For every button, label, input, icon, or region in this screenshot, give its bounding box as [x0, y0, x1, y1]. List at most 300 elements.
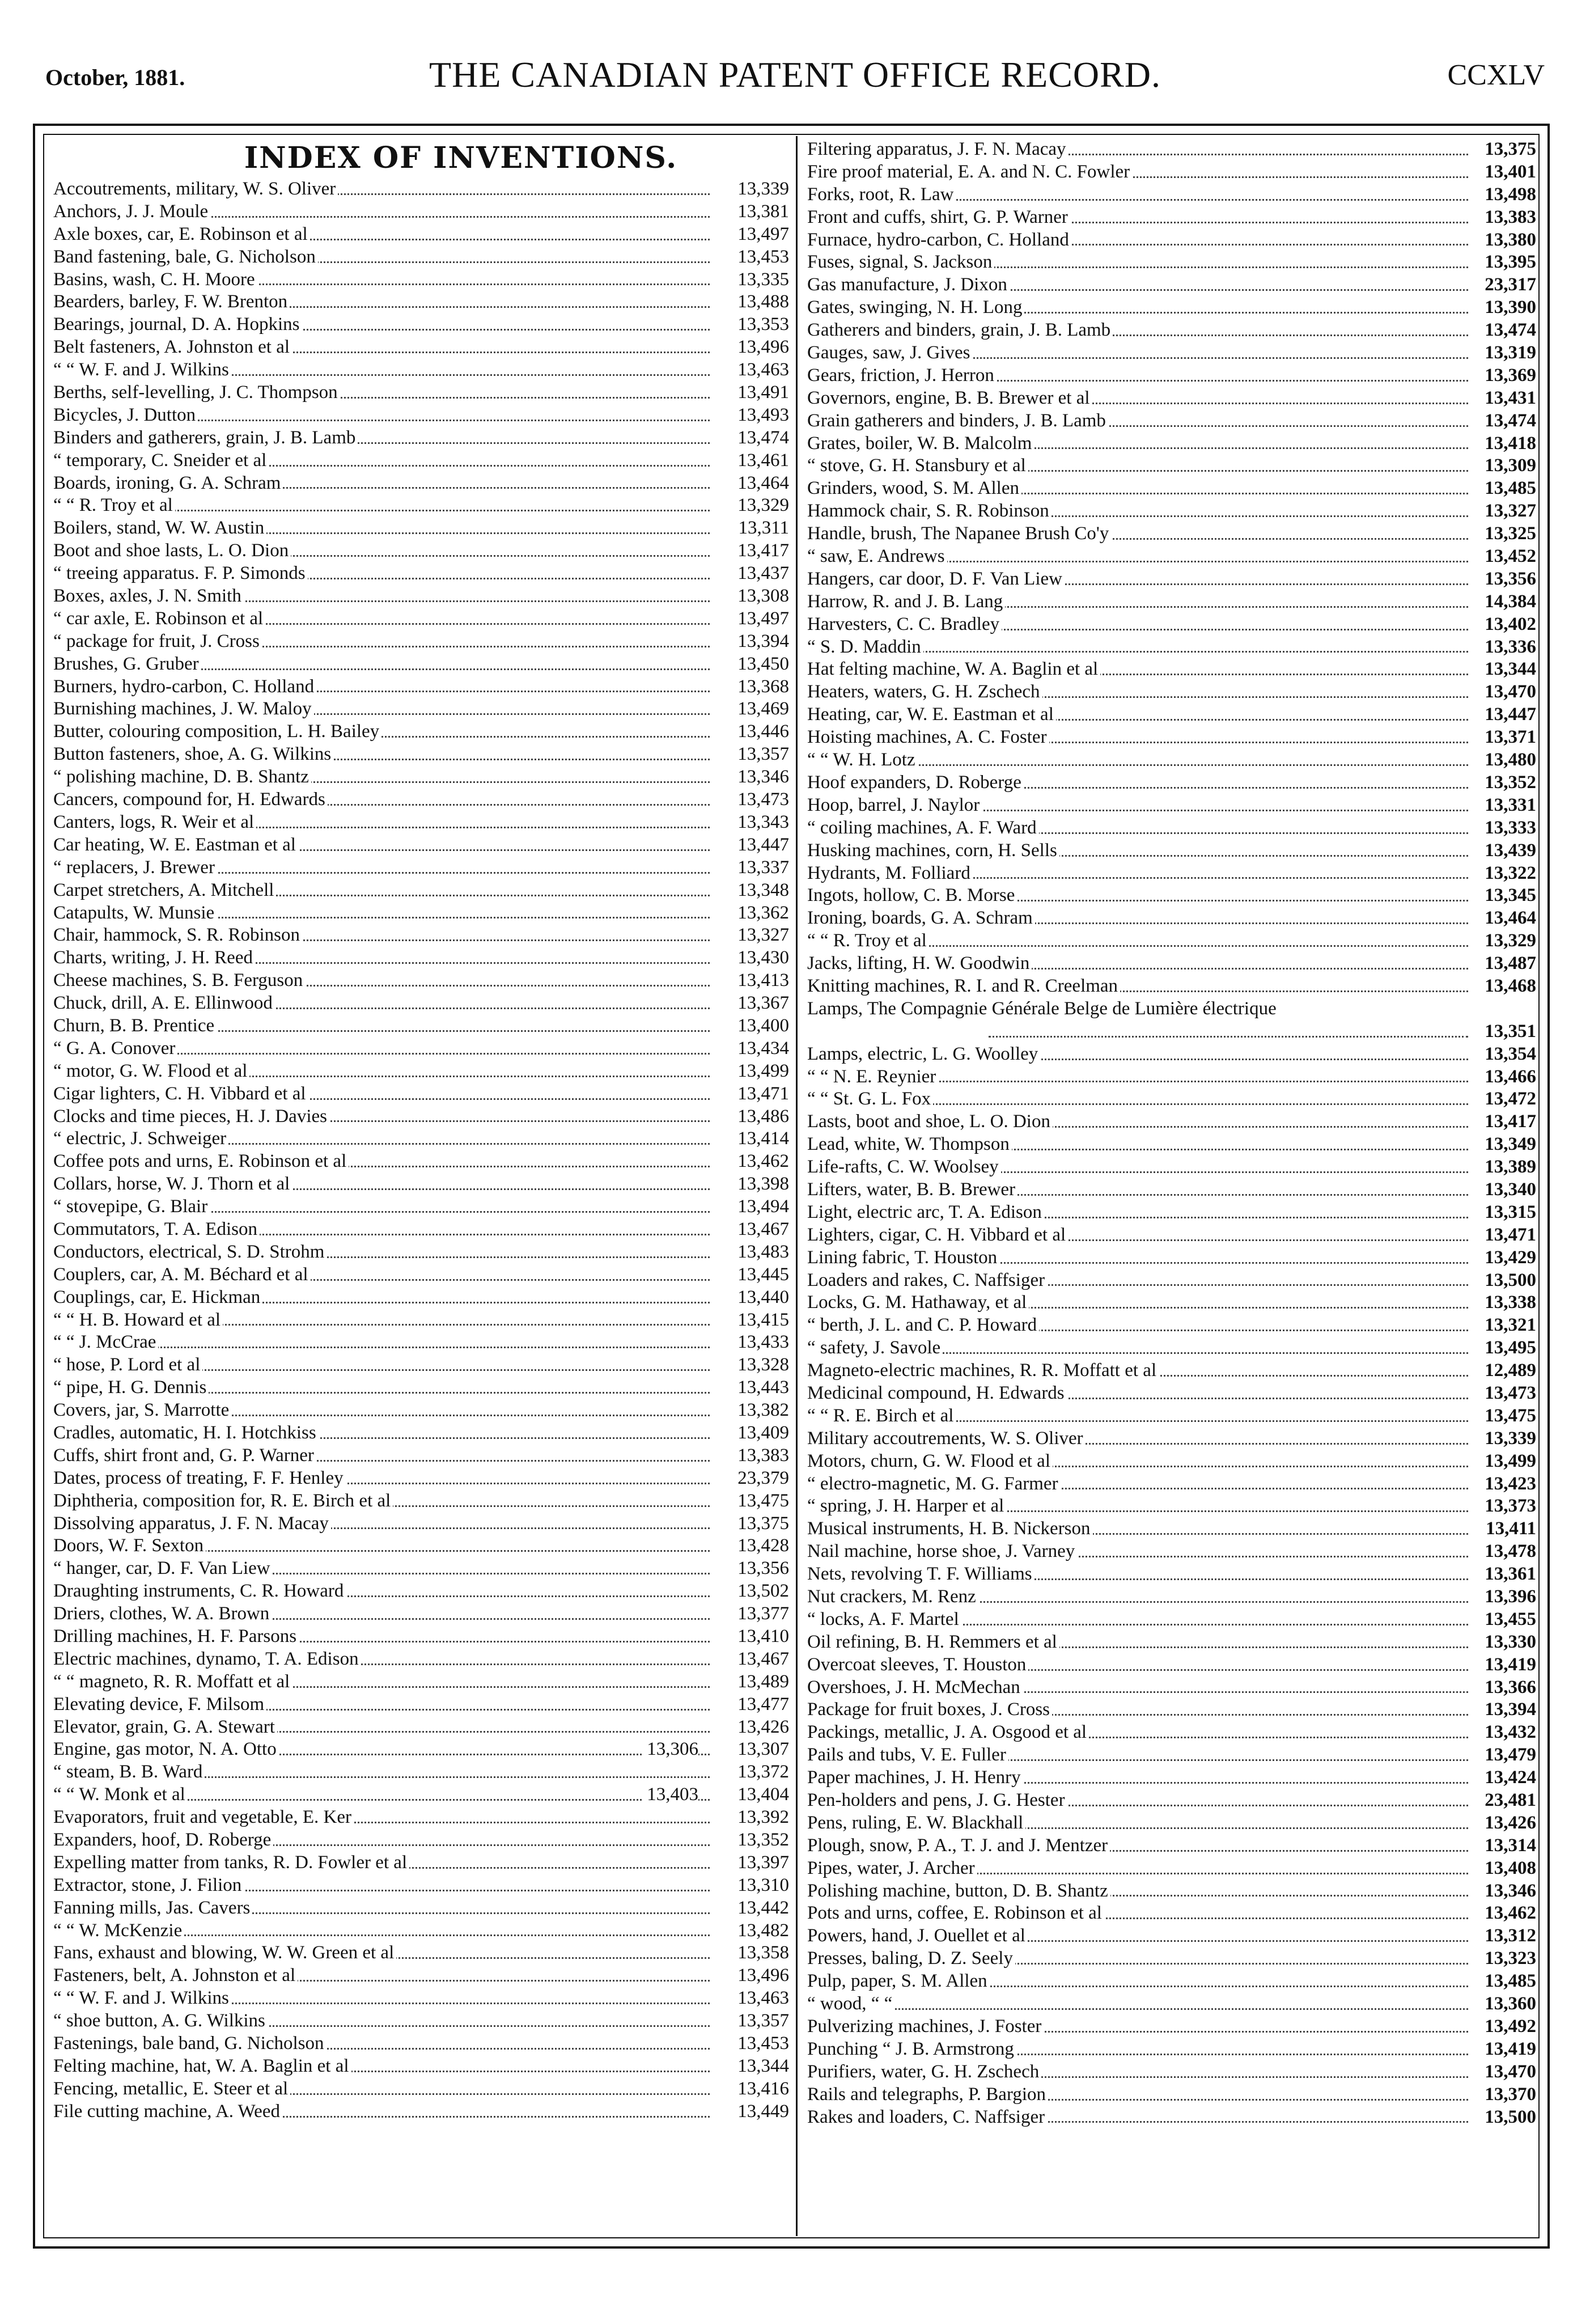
entry-patent-number: 13,411	[1469, 1518, 1536, 1540]
entry-name: Extractor, stone, J. Filion	[53, 1874, 244, 1897]
entry-patent-number: 13,419	[1469, 1654, 1536, 1677]
entry-patent-number: 13,478	[1469, 1540, 1536, 1563]
entry-patent-number: 13,331	[1469, 794, 1536, 817]
index-entry	[53, 2033, 789, 2055]
entry-name: Ingots, hollow, C. B. Morse	[807, 884, 1017, 907]
index-entry	[807, 365, 1536, 387]
entry-patent-number: 13,344	[1469, 658, 1536, 681]
index-entry	[807, 1654, 1536, 1677]
entry-name: Butter, colouring composition, L. H. Bailey	[53, 721, 381, 743]
entry-name: Lamps, The Compagnie Générale Belge de Lumière électrique	[807, 998, 1444, 1021]
entry-name: Life-rafts, C. W. Woolsey	[807, 1156, 1001, 1179]
index-entry	[807, 1088, 1536, 1111]
index-entry	[807, 1382, 1536, 1405]
index-entry	[53, 1309, 789, 1332]
entry-patent-number: 13,337	[711, 857, 789, 879]
entry-name: Nut crackers, M. Renz	[807, 1586, 978, 1608]
entry-name: Diphtheria, composition for, R. E. Birch et al	[53, 1490, 393, 1513]
entry-patent-number: 13,499	[711, 1060, 789, 1083]
index-entry	[53, 562, 789, 585]
index-entry	[807, 726, 1536, 749]
entry-name: Band fastening, bale, G. Nicholson	[53, 246, 318, 269]
index-entry	[53, 1897, 789, 1920]
entry-name: Light, electric arc, T. A. Edison	[807, 1201, 1044, 1224]
index-entry	[53, 676, 789, 699]
entry-name: Presses, baling, D. Z. Seely	[807, 1948, 1015, 1970]
entry-patent-number: 13,308	[711, 585, 789, 608]
entry-patent-number: 13,480	[1469, 749, 1536, 772]
entry-patent-number: 13,416	[711, 2078, 789, 2101]
entry-patent-number: 13,311	[711, 517, 789, 540]
entry-name: “ car axle, E. Robinson et al	[53, 608, 265, 630]
entry-name: “ package for fruit, J. Cross	[53, 630, 262, 653]
header-page-number: CCXLV	[1447, 59, 1545, 91]
entry-name: Expanders, hoof, D. Roberge	[53, 1829, 273, 1852]
index-entry	[807, 1948, 1536, 1970]
entry-patent-number: 13,493	[711, 404, 789, 427]
entry-name: Hoisting machines, A. C. Foster	[807, 726, 1049, 749]
index-entry	[53, 1422, 789, 1445]
index-entry	[53, 811, 789, 834]
entry-patent-number: 13,479	[1469, 1744, 1536, 1767]
index-entry	[53, 1106, 789, 1128]
entry-patent-number: 13,485	[1469, 1970, 1536, 1993]
index-entry	[53, 608, 789, 630]
entry-name: Fasteners, belt, A. Johnston et al	[53, 1965, 298, 1987]
entry-name: Berths, self-levelling, J. C. Thompson	[53, 382, 340, 404]
index-entry	[53, 789, 789, 811]
entry-name: Forks, root, R. Law	[807, 184, 956, 206]
entry-name: Lifters, water, B. B. Brewer	[807, 1179, 1017, 1201]
index-entry	[53, 1920, 789, 1942]
entry-name: Button fasteners, shoe, A. G. Wilkins	[53, 743, 333, 766]
entry-name: “ wood, “ “	[807, 1993, 894, 2016]
entry-patent-number: 13,382	[711, 1399, 789, 1422]
index-entry	[53, 924, 789, 947]
dot-leader	[813, 2008, 1468, 2010]
entry-name: Belt fasteners, A. Johnston et al	[53, 336, 292, 359]
entry-patent-number: 13,499	[1469, 1450, 1536, 1473]
entry-name: Punching “ J. B. Armstrong	[807, 2038, 1016, 2061]
entry-name: Gears, friction, J. Herron	[807, 365, 997, 387]
entry-name: Jacks, lifting, H. W. Goodwin	[807, 953, 1032, 975]
index-entry	[807, 1405, 1536, 1428]
entry-name: Hammock chair, S. R. Robinson	[807, 500, 1051, 523]
entry-name: Churn, B. B. Prentice	[53, 1015, 217, 1038]
entry-patent-number: 13,470	[1469, 2061, 1536, 2084]
index-entry	[807, 930, 1536, 953]
index-entry	[53, 2055, 789, 2078]
index-title: INDEX OF INVENTIONS.	[244, 141, 678, 175]
index-entry	[807, 636, 1536, 659]
entry-patent-number: 13,463	[711, 1987, 789, 2010]
entry-patent-number: 13,390	[1469, 297, 1536, 319]
entry-name: Bicycles, J. Dutton	[53, 404, 198, 427]
entry-patent-number: 13,417	[1469, 1111, 1536, 1133]
index-entry	[53, 970, 789, 992]
index-entry	[53, 653, 789, 676]
entry-patent-number: 13,496	[711, 336, 789, 359]
entry-patent-number: 13,307	[711, 1738, 789, 1761]
entry-name: “ temporary, C. Sneider et al	[53, 450, 269, 472]
entry-secondary-number: 13,403	[643, 1784, 698, 1806]
index-entry	[807, 206, 1536, 229]
entry-name: Dates, process of treating, F. F. Henley	[53, 1467, 346, 1490]
entry-patent-number: 13,312	[1469, 1925, 1536, 1948]
entry-name: Boot and shoe lasts, L. O. Dion	[53, 540, 291, 562]
entry-patent-number: 13,452	[1469, 545, 1536, 568]
entry-patent-number: 13,375	[711, 1513, 789, 1535]
entry-patent-number: 13,470	[1469, 681, 1536, 704]
entry-patent-number: 13,368	[711, 676, 789, 699]
entry-name: Charts, writing, J. H. Reed	[53, 947, 255, 970]
index-entry	[807, 613, 1536, 636]
entry-patent-number: 13,472	[1469, 1088, 1536, 1111]
entry-name: Polishing machine, button, D. B. Shantz	[807, 1880, 1110, 1903]
entry-name: Boards, ironing, G. A. Schram	[53, 472, 283, 495]
entry-patent-number: 13,443	[711, 1377, 789, 1399]
entry-name: Fuses, signal, S. Jackson	[807, 251, 994, 274]
index-entry	[53, 1264, 789, 1286]
entry-name: “ hanger, car, D. F. Van Liew	[53, 1557, 273, 1580]
index-entry	[53, 1286, 789, 1309]
entry-patent-number: 13,432	[1469, 1721, 1536, 1744]
entry-name: Elevating device, F. Milsom	[53, 1694, 266, 1716]
index-entry	[53, 1829, 789, 1852]
entry-patent-number: 13,349	[1469, 1133, 1536, 1156]
column-divider	[796, 136, 798, 2236]
entry-name: Draughting instruments, C. R. Howard	[53, 1580, 346, 1603]
entry-name: “ “ J. McCrae	[53, 1331, 158, 1354]
right-column	[807, 135, 1536, 2128]
index-entry	[807, 1133, 1536, 1156]
entry-name: “ shoe button, A. G. Wilkins	[53, 2010, 268, 2033]
entry-patent-number: 13,424	[1469, 1767, 1536, 1789]
entry-patent-number: 13,336	[1469, 636, 1536, 659]
entry-patent-number: 13,356	[711, 1557, 789, 1580]
entry-patent-number: 13,477	[711, 1694, 789, 1716]
index-entry	[53, 1218, 789, 1241]
index-entry	[53, 585, 789, 608]
index-entry	[53, 1241, 789, 1264]
entry-name: Husking machines, corn, H. Sells	[807, 840, 1059, 862]
entry-patent-number: 13,467	[711, 1218, 789, 1241]
entry-patent-number: 13,340	[1469, 1179, 1536, 1201]
index-entry	[53, 1694, 789, 1716]
index-entry	[53, 1761, 789, 1784]
entry-name: “ “ W. F. and J. Wilkins	[53, 1987, 231, 2010]
entry-patent-number: 13,453	[711, 246, 789, 269]
entry-patent-number: 13,327	[711, 924, 789, 947]
entry-patent-number: 13,345	[1469, 884, 1536, 907]
entry-name: Purifiers, water, G. H. Zschech	[807, 2061, 1041, 2084]
index-entry	[53, 1671, 789, 1694]
entry-name: Nets, revolving T. F. Williams	[807, 1563, 1034, 1586]
entry-name: Elevator, grain, G. A. Stewart	[53, 1716, 277, 1739]
entry-patent-number: 13,346	[1469, 1880, 1536, 1903]
entry-patent-number: 13,397	[711, 1852, 789, 1874]
index-entry	[53, 472, 789, 495]
entry-patent-number: 13,410	[711, 1625, 789, 1648]
entry-name: Axle boxes, car, E. Robinson et al	[53, 223, 310, 246]
entry-patent-number: 13,348	[711, 879, 789, 902]
index-entry	[807, 1631, 1536, 1654]
index-entry	[53, 336, 789, 359]
entry-name: Fanning mills, Jas. Cavers	[53, 1897, 252, 1920]
entry-name: “ polishing machine, D. B. Shantz	[53, 766, 311, 789]
index-entry	[807, 1699, 1536, 1721]
entry-patent-number: 13,497	[711, 608, 789, 630]
entry-patent-number: 13,442	[711, 1897, 789, 1920]
entry-patent-number: 13,401	[1469, 161, 1536, 184]
entry-name: “ stove, G. H. Stansbury et al	[807, 455, 1028, 477]
index-entry	[807, 477, 1536, 500]
entry-patent-number: 13,430	[711, 947, 789, 970]
index-entry	[807, 297, 1536, 319]
entry-name: Fastenings, bale band, G. Nicholson	[53, 2033, 327, 2055]
entry-name: “ “ W. McKenzie	[53, 1920, 184, 1942]
entry-patent-number: 13,434	[711, 1038, 789, 1060]
entry-name: Cheese machines, S. B. Ferguson	[53, 970, 305, 992]
entry-name: Harrow, R. and J. B. Lang	[807, 591, 1005, 613]
entry-patent-number: 13,464	[1469, 907, 1536, 930]
index-entry	[807, 907, 1536, 930]
entry-name: Cigar lighters, C. H. Vibbard et al	[53, 1083, 308, 1106]
entry-patent-number: 13,351	[1469, 1021, 1536, 1043]
index-entry	[807, 658, 1536, 681]
entry-patent-number: 13,433	[711, 1331, 789, 1354]
entry-patent-number: 13,394	[711, 630, 789, 653]
entry-patent-number: 13,475	[711, 1490, 789, 1513]
index-entry	[807, 1721, 1536, 1744]
index-entry	[53, 517, 789, 540]
index-entry	[807, 1970, 1536, 1993]
index-entry	[53, 291, 789, 314]
entry-name: Catapults, W. Munsie	[53, 902, 217, 925]
entry-name: “ pipe, H. G. Dennis	[53, 1377, 209, 1399]
entry-name: Covers, jar, S. Marrotte	[53, 1399, 231, 1422]
entry-name: “ “ magneto, R. R. Moffatt et al	[53, 1671, 292, 1694]
entry-name: “ “ R. Troy et al	[807, 930, 929, 953]
entry-name: Cradles, automatic, H. I. Hotchkiss	[53, 1422, 319, 1445]
index-frame-inner	[43, 134, 1540, 2238]
entry-name: Governors, engine, B. B. Brewer et al	[807, 387, 1092, 410]
entry-name: Canters, logs, R. Weir et al	[53, 811, 256, 834]
index-entry	[807, 251, 1536, 274]
index-entry	[53, 902, 789, 925]
index-entry	[807, 387, 1536, 410]
entry-patent-number: 13,500	[1469, 2106, 1536, 2129]
index-entry	[807, 704, 1536, 726]
entry-patent-number: 13,346	[711, 766, 789, 789]
index-entry	[807, 1337, 1536, 1360]
entry-patent-number: 13,353	[711, 314, 789, 336]
entry-patent-number: 13,319	[1469, 342, 1536, 365]
index-entry	[53, 1399, 789, 1422]
index-entry	[807, 161, 1536, 184]
index-entry	[53, 1083, 789, 1106]
index-entry	[807, 1925, 1536, 1948]
index-entry	[53, 630, 789, 653]
index-entry	[807, 953, 1536, 975]
entry-patent-number: 13,357	[711, 2010, 789, 2033]
index-entry	[53, 1196, 789, 1218]
index-entry	[53, 1625, 789, 1648]
entry-patent-number: 13,396	[1469, 1586, 1536, 1608]
entry-name: Engine, gas motor, N. A. Otto	[53, 1738, 279, 1761]
entry-name: Ironing, boards, G. A. Schram	[807, 907, 1035, 930]
index-entry	[807, 342, 1536, 365]
entry-patent-number: 13,463	[711, 359, 789, 382]
dot-leader	[989, 1036, 1468, 1038]
entry-name: Expelling matter from tanks, R. D. Fowler et al	[53, 1852, 409, 1874]
index-entry	[53, 1987, 789, 2010]
entry-patent-number: 13,423	[1469, 1473, 1536, 1496]
index-entry	[807, 1156, 1536, 1179]
entry-name: Hoop, barrel, J. Naylor	[807, 794, 982, 817]
entry-patent-number: 13,383	[1469, 206, 1536, 229]
entry-patent-number: 13,455	[1469, 1608, 1536, 1631]
entry-name: Chuck, drill, A. E. Ellinwood	[53, 992, 275, 1015]
entry-name: “ electric, J. Schweiger	[53, 1128, 228, 1150]
entry-name: Heating, car, W. E. Eastman et al	[807, 704, 1056, 726]
index-entry	[807, 681, 1536, 704]
entry-name: “ coiling machines, A. F. Ward	[807, 817, 1039, 840]
entry-name: Pens, ruling, E. W. Blackhall	[807, 1812, 1025, 1835]
entry-patent-number: 13,473	[711, 789, 789, 811]
index-entry	[53, 1513, 789, 1535]
entry-patent-number: 13,329	[1469, 930, 1536, 953]
index-frame	[33, 124, 1550, 2249]
entry-name: Furnace, hydro-carbon, C. Holland	[807, 229, 1071, 252]
index-entry	[807, 794, 1536, 817]
index-entry	[807, 1360, 1536, 1382]
entry-patent-number: 13,344	[711, 2055, 789, 2078]
entry-patent-number: 13,445	[711, 1264, 789, 1286]
entry-patent-number: 13,475	[1469, 1405, 1536, 1428]
entry-patent-number: 13,426	[1469, 1812, 1536, 1835]
entry-name: Handle, brush, The Napanee Brush Co'y	[807, 523, 1111, 545]
entry-patent-number: 13,487	[1469, 953, 1536, 975]
entry-patent-number: 13,485	[1469, 477, 1536, 500]
entry-name: Gauges, saw, J. Gives	[807, 342, 972, 365]
entry-patent-number: 13,343	[711, 811, 789, 834]
entry-patent-number: 13,309	[1469, 455, 1536, 477]
entry-name: Brushes, G. Gruber	[53, 653, 201, 676]
entry-patent-number: 13,398	[711, 1173, 789, 1196]
entry-patent-number: 13,373	[1469, 1495, 1536, 1518]
entry-patent-number: 13,429	[1469, 1247, 1536, 1269]
entry-name: Anchors, J. J. Moule	[53, 201, 210, 223]
entry-name: Gates, swinging, N. H. Long	[807, 297, 1024, 319]
entry-patent-number: 13,471	[1469, 1224, 1536, 1247]
index-entry	[807, 455, 1536, 477]
index-entry	[53, 857, 789, 879]
entry-patent-number: 13,500	[1469, 1269, 1536, 1292]
entry-name: “ spring, J. H. Harper et al	[807, 1495, 1006, 1518]
entry-name: Grates, boiler, W. B. Malcolm	[807, 433, 1034, 455]
index-entry	[53, 1852, 789, 1874]
entry-patent-number: 13,428	[711, 1535, 789, 1557]
entry-name: Packings, metallic, J. A. Osgood et al	[807, 1721, 1089, 1744]
index-entry	[807, 2106, 1536, 2129]
index-entry	[807, 1540, 1536, 1563]
entry-name: Pen-holders and pens, J. G. Hester	[807, 1789, 1067, 1812]
index-entry	[53, 698, 789, 721]
index-entry	[53, 359, 789, 382]
entry-patent-number: 13,367	[711, 992, 789, 1015]
entry-patent-number: 13,328	[711, 1354, 789, 1377]
entry-patent-number: 13,358	[711, 1942, 789, 1965]
entry-name: “ S. D. Maddin	[807, 636, 923, 659]
entry-patent-number: 13,338	[1469, 1292, 1536, 1314]
entry-patent-number: 13,469	[711, 698, 789, 721]
index-entry	[807, 1201, 1536, 1224]
entry-name: Boilers, stand, W. W. Austin	[53, 517, 266, 540]
index-entry	[53, 1445, 789, 1467]
entry-name: Burners, hydro-carbon, C. Holland	[53, 676, 316, 699]
index-entry	[53, 1874, 789, 1897]
page-header	[45, 54, 1545, 105]
index-entry	[807, 2016, 1536, 2038]
entry-patent-number: 13,372	[711, 1761, 789, 1784]
index-entry	[53, 743, 789, 766]
index-entry	[53, 1354, 789, 1377]
entry-name: Rakes and loaders, C. Naffsiger	[807, 2106, 1047, 2129]
entry-patent-number: 13,415	[711, 1309, 789, 1332]
entry-patent-number: 13,450	[711, 653, 789, 676]
index-entry	[807, 1993, 1536, 2016]
entry-name: “ saw, E. Andrews	[807, 545, 947, 568]
entry-patent-number: 13,474	[1469, 319, 1536, 342]
entry-patent-number: 13,497	[711, 223, 789, 246]
index-entry	[53, 1173, 789, 1196]
index-entry	[53, 450, 789, 472]
entry-name: File cutting machine, A. Weed	[53, 2101, 282, 2123]
entry-patent-number: 13,329	[711, 494, 789, 517]
index-entry	[807, 138, 1536, 161]
index-entry	[53, 2101, 789, 2123]
entry-patent-number: 13,321	[1469, 1314, 1536, 1337]
left-column	[53, 135, 789, 2123]
entry-patent-number: 13,419	[1469, 2038, 1536, 2061]
entry-name: Lining fabric, T. Houston	[807, 1247, 999, 1269]
entry-patent-number: 13,464	[711, 472, 789, 495]
index-entry	[807, 2084, 1536, 2106]
entry-name: Binders and gatherers, grain, J. B. Lamb	[53, 427, 358, 450]
index-entry	[807, 545, 1536, 568]
entry-patent-number: 13,453	[711, 2033, 789, 2055]
entry-name: “ “ R. Troy et al	[53, 494, 175, 517]
entry-name: Overcoat sleeves, T. Houston	[807, 1654, 1028, 1677]
index-entry	[807, 749, 1536, 772]
entry-name: Cancers, compound for, H. Edwards	[53, 789, 328, 811]
entry-patent-number: 13,394	[1469, 1699, 1536, 1721]
entry-name: Oil refining, B. H. Remmers et al	[807, 1631, 1059, 1654]
entry-name: Pipes, water, J. Archer	[807, 1857, 977, 1880]
entry-patent-number: 13,502	[711, 1580, 789, 1603]
entry-name: Hoof expanders, D. Roberge	[807, 772, 1024, 794]
entry-name: Locks, G. M. Hathaway, et al	[807, 1292, 1029, 1314]
index-entry	[53, 1942, 789, 1965]
index-entry	[53, 246, 789, 269]
index-entry	[807, 1043, 1536, 1066]
entry-patent-number: 13,486	[711, 1106, 789, 1128]
entry-patent-number: 13,462	[1469, 1902, 1536, 1925]
entry-name: “ safety, J. Savole	[807, 1337, 943, 1360]
entry-patent-number: 13,447	[711, 834, 789, 857]
entry-patent-number: 13,408	[1469, 1857, 1536, 1880]
